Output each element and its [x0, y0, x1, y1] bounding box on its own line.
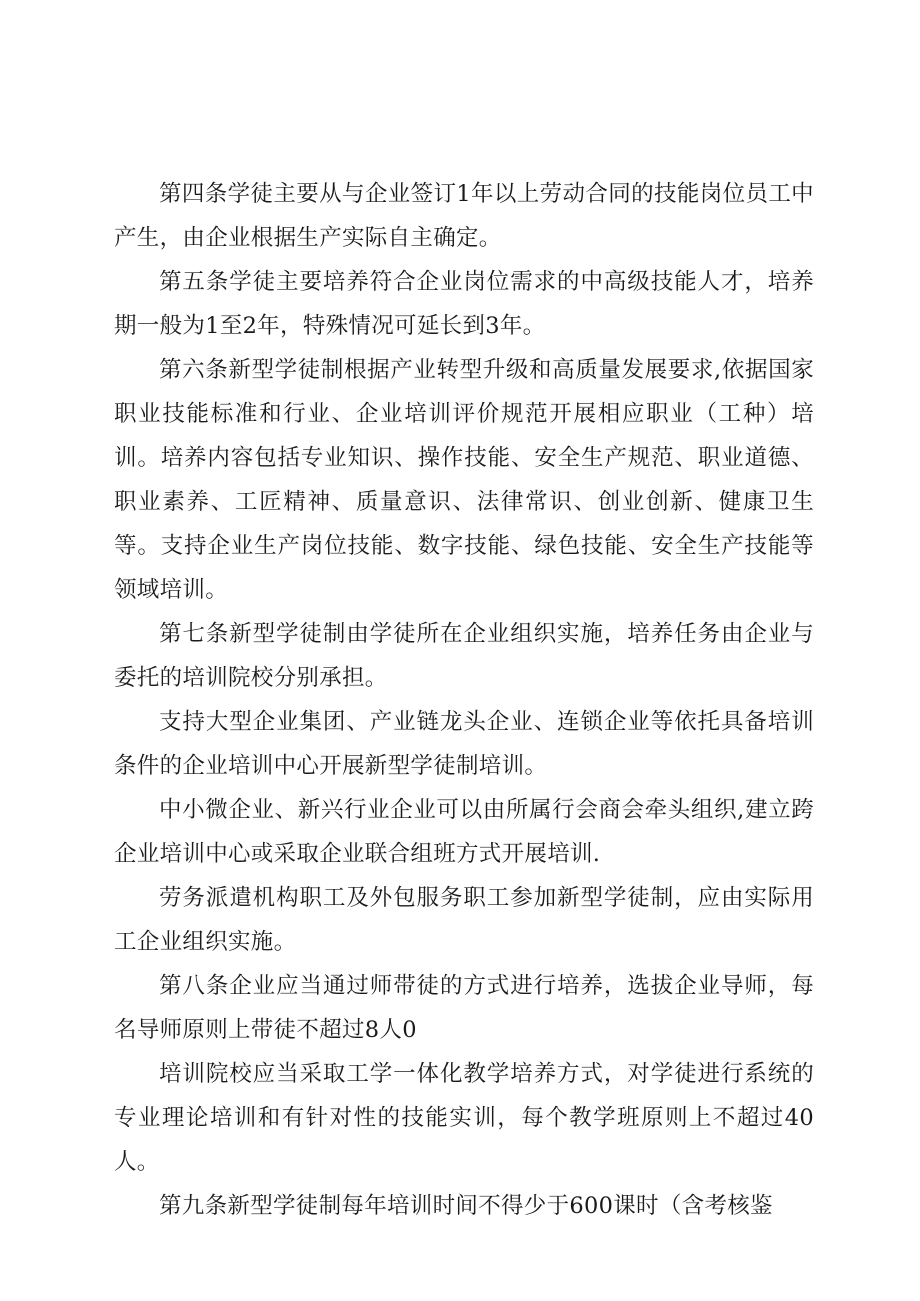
paragraph-article-9: 第九条新型学徒制每年培训时间不得少于600课时（含考核鉴: [159, 1193, 773, 1219]
paragraph-large-enterprise-support: 支持大型企业集团、产业链龙头企业、连锁企业等依托具备培训条件的企业培训中心开展新型学徒制培训。: [114, 709, 814, 779]
document-body: [114, 172, 814, 1228]
paragraph-article-4: 第四条学徒主要从与企业签订1年以上劳动合同的技能岗位员工中产生，由企业根据生产实际自主确定。: [114, 181, 814, 251]
paragraph-article-7: 第七条新型学徒制由学徒所在企业组织实施，培养任务由企业与委托的培训院校分别承担。: [114, 621, 814, 691]
paragraph-article-6: 第六条新型学徒制根据产业转型升级和高质量发展要求,依据国家职业技能标准和行业、企业培训评价规范开展相应职业（工种）培训。培养内容包括专业知识、操作技能、安全生产规范、职业道德、职业素养、工匠精神、质量意识、法律常识、创业创新、健康卫生等。支持企业生产岗位技能、数字技能、绿色技能、安全生产技能等领域培训。: [114, 357, 814, 603]
paragraph-small-enterprise: 中小微企业、新兴行业企业可以由所属行会商会牵头组织,建立跨企业培训中心或采取企业联合组班方式开展培训.: [114, 797, 814, 867]
paragraph-article-8: 第八条企业应当通过师带徒的方式进行培养，选拔企业导师，每名导师原则上带徒不超过8人0: [114, 973, 814, 1043]
paragraph-training-institution: 培训院校应当采取工学一体化教学培养方式，对学徒进行系统的专业理论培训和有针对性的技能实训，每个教学班原则上不超过40人。: [114, 1061, 814, 1175]
paragraph-labor-dispatch: 劳务派遣机构职工及外包服务职工参加新型学徒制，应由实际用工企业组织实施。: [114, 885, 814, 955]
paragraph-article-5: 第五条学徒主要培养符合企业岗位需求的中高级技能人才，培养期一般为1至2年，特殊情况可延长到3年。: [114, 269, 814, 339]
